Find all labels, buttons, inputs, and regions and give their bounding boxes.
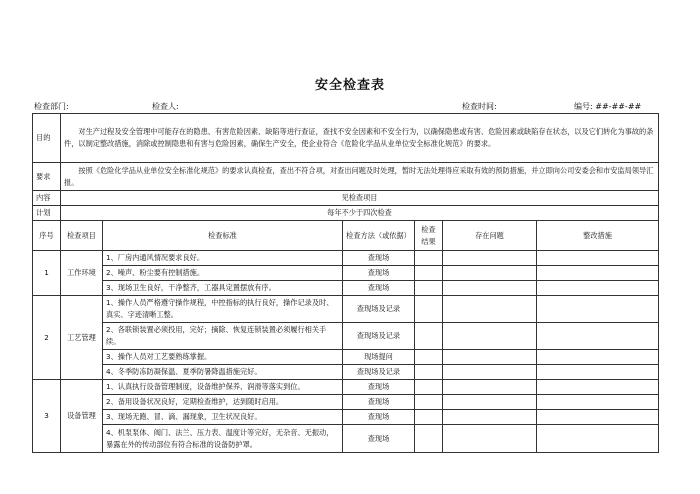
issue-cell — [443, 410, 537, 425]
measure-cell — [537, 410, 659, 425]
table-row — [33, 380, 659, 395]
purpose-label: 目的 — [33, 114, 61, 163]
check-standard: 1、操作人员严格遵守操作规程，中控指标的执行良好，操作记录及时、真实、字迹清晰工整。 — [103, 296, 343, 323]
check-result-cell — [415, 350, 443, 365]
check-standard: 2、备用设备状况良好，定期检查维护，达到随时启用。 — [103, 395, 343, 410]
check-standard: 2、各联锁装置必须投用，完好；摘除、恢复连锁装置必须履行相关手续。 — [103, 323, 343, 350]
measure-cell — [537, 296, 659, 323]
purpose-row — [33, 114, 659, 163]
check-standard: 3、操作人员对工艺要熟练掌握。 — [103, 350, 343, 365]
issue-cell — [443, 425, 537, 453]
measure-cell — [537, 323, 659, 350]
check-method: 查现场 — [343, 281, 415, 296]
check-method: 现场提问 — [343, 350, 415, 365]
check-standard: 4、机泵泵体、阀门、法兰、压力表、温度计等完好，无杂音、无振动，暴露在外的传动部位有符合标准的设备防护罩。 — [103, 425, 343, 453]
header-result: 检查结果 — [415, 221, 443, 251]
header-measure: 整改措施 — [537, 221, 659, 251]
inspection-table — [32, 113, 659, 453]
check-method: 查现场 — [343, 266, 415, 281]
issue-cell — [443, 266, 537, 281]
requirement-label: 要求 — [33, 163, 61, 191]
check-standard: 3、现场无跑、冒、滴、漏现象，卫生状况良好。 — [103, 410, 343, 425]
issue-cell — [443, 380, 537, 395]
issue-cell — [443, 395, 537, 410]
check-result-cell — [415, 365, 443, 380]
inspection-time-label: 检查时间: — [462, 102, 497, 111]
check-result-cell — [415, 281, 443, 296]
check-method: 查现场 — [343, 380, 415, 395]
check-standard: 2、噪声、粉尘要有控制措施。 — [103, 266, 343, 281]
table-row — [33, 323, 659, 350]
table-row — [33, 350, 659, 365]
measure-cell — [537, 425, 659, 453]
header-standard: 检查标准 — [103, 221, 343, 251]
measure-cell — [537, 365, 659, 380]
check-method: 查现场及记录 — [343, 323, 415, 350]
group-number: 1 — [33, 251, 61, 296]
group-number: 2 — [33, 296, 61, 380]
check-method: 查现场 — [343, 410, 415, 425]
requirement-row — [33, 163, 659, 191]
measure-cell — [537, 380, 659, 395]
check-method: 查现场 — [343, 425, 415, 453]
table-row — [33, 251, 659, 266]
table-row — [33, 425, 659, 453]
table-row — [33, 395, 659, 410]
group-item: 设备管理 — [61, 380, 103, 453]
check-standard: 1、认真执行设备管理制度，设备维护保养、润滑等落实到位。 — [103, 380, 343, 395]
inspection-department-label: 检查部门: — [34, 102, 69, 111]
content-text: 见检查项目 — [61, 191, 659, 206]
purpose-text: 对生产过程及安全管理中可能存在的隐患、有害危险因素、缺陷等进行查证，查找不安全因素和不安全行为，以确保隐患或有害、危险因素或缺陷存在状态，以及它们转化为事故的条件，以制定整改措施，消除或控制隐患和有害与危险因素，确保生产安全，使企业符合《危险化学品从业单位安全标准化规范》的要求。 — [61, 114, 659, 163]
check-method: 查现场及记录 — [343, 296, 415, 323]
measure-cell — [537, 266, 659, 281]
check-result-cell — [415, 251, 443, 266]
document-number: 编号: ##-##-## — [574, 102, 642, 111]
check-result-cell — [415, 425, 443, 453]
header-item: 检查项目 — [61, 221, 103, 251]
plan-label: 计划 — [33, 206, 61, 221]
plan-text: 每年不少于四次检查 — [61, 206, 659, 221]
check-method: 查现场 — [343, 395, 415, 410]
table-row — [33, 266, 659, 281]
header-method: 检查方法（或依据） — [343, 221, 415, 251]
issue-cell — [443, 251, 537, 266]
table-row — [33, 410, 659, 425]
header-no: 序号 — [33, 221, 61, 251]
requirement-text: 按照《危险化学品从业单位安全标准化规范》的要求认真检查，查出不符合项，对查出问题及时处理，暂时无法处理得应采取有效的预防措施，并立即向公司安委会和市安监局领导汇报。 — [61, 163, 659, 191]
check-standard: 4、冬季防冻防凝保温、夏季防暑降温措施完好。 — [103, 365, 343, 380]
issue-cell — [443, 296, 537, 323]
check-standard: 3、现场卫生良好，干净整齐，工器具定置摆放有序。 — [103, 281, 343, 296]
measure-cell — [537, 251, 659, 266]
plan-row — [33, 206, 659, 221]
measure-cell — [537, 350, 659, 365]
check-standard: 1、厂房内通风情况要求良好。 — [103, 251, 343, 266]
group-item: 工作环境 — [61, 251, 103, 296]
table-header-row — [33, 221, 659, 251]
check-method: 查现场及记录 — [343, 365, 415, 380]
issue-cell — [443, 323, 537, 350]
group-item: 工艺管理 — [61, 296, 103, 380]
header-issue: 存在问题 — [443, 221, 537, 251]
group-number: 3 — [33, 380, 61, 453]
check-result-cell — [415, 266, 443, 281]
measure-cell — [537, 281, 659, 296]
check-result-cell — [415, 410, 443, 425]
content-row — [33, 191, 659, 206]
table-row — [33, 296, 659, 323]
issue-cell — [443, 281, 537, 296]
page-title: 安全检查表 — [314, 78, 385, 93]
check-result-cell — [415, 296, 443, 323]
issue-cell — [443, 350, 537, 365]
table-row — [33, 281, 659, 296]
content-label: 内容 — [33, 191, 61, 206]
measure-cell — [537, 395, 659, 410]
check-result-cell — [415, 323, 443, 350]
check-method: 查现场 — [343, 251, 415, 266]
check-result-cell — [415, 395, 443, 410]
table-row — [33, 365, 659, 380]
inspector-label: 检查人: — [152, 102, 179, 111]
issue-cell — [443, 365, 537, 380]
check-result-cell — [415, 380, 443, 395]
